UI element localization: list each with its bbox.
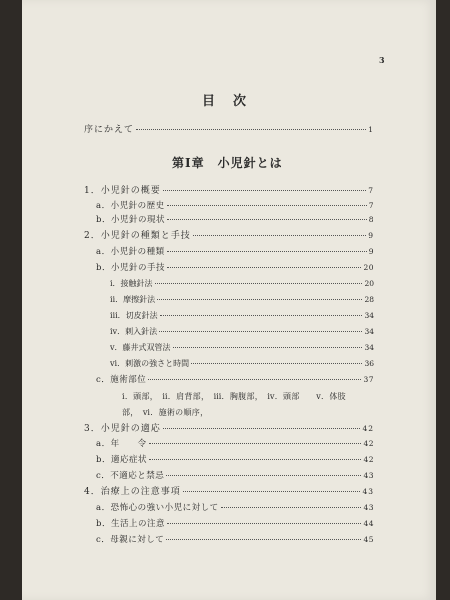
toc-entry-label: b．適応症状 [96, 455, 147, 465]
book-page [22, 0, 436, 600]
toc-entry [96, 470, 374, 482]
toc-entry-page: 34 [364, 311, 374, 320]
toc-entry [84, 486, 374, 498]
toc-entry-page: 43 [362, 487, 374, 496]
toc-entry-page: 7 [368, 201, 374, 210]
toc-entry-page: 9 [368, 231, 374, 240]
leader-dots [149, 443, 362, 444]
toc-entry-page: 28 [364, 295, 374, 304]
toc-entry-page: 43 [363, 471, 374, 480]
toc-entry [84, 185, 374, 197]
toc-entry-page: 42 [363, 455, 374, 464]
leader-dots [221, 507, 362, 508]
toc-entry-page: 8 [368, 215, 374, 224]
toc-entry-page: 45 [363, 535, 374, 544]
toc-entry-page: 34 [364, 343, 374, 352]
toc-entry-page: 44 [363, 519, 374, 528]
leader-dots [157, 299, 362, 300]
toc-title: 目次 [202, 94, 265, 109]
toc-entry-page: 37 [363, 375, 374, 384]
toc-entry [96, 214, 374, 226]
toc-entry-label: 2．小児針の種類と手技 [84, 231, 191, 241]
toc-entry [84, 230, 374, 242]
leader-dots [163, 428, 361, 429]
leader-dots [167, 267, 362, 268]
toc-entry-label: a．小児針の歴史 [96, 201, 165, 211]
toc-entry [96, 262, 374, 274]
toc-entry [110, 326, 374, 337]
toc-entry-page: 1 [368, 125, 374, 134]
toc-entry [110, 294, 374, 305]
leader-dots [167, 523, 362, 524]
toc-entry-label: ⅰ．接触針法 [110, 279, 153, 288]
toc-entry-label: a．年 令 [96, 439, 147, 449]
toc-entry [110, 278, 374, 289]
toc-entry [96, 534, 374, 546]
toc-entry-page: 9 [368, 247, 374, 256]
toc-entry-page: 42 [362, 424, 374, 433]
leader-dots [173, 347, 363, 348]
toc-entry-label: 序にかえて [84, 125, 135, 135]
toc-entry-page: 20 [364, 279, 374, 288]
toc-entry [110, 358, 374, 369]
toc-entry-page: 43 [363, 503, 374, 512]
toc-entry-label: b．小児針の現状 [96, 215, 165, 225]
toc-entry-preface [84, 124, 374, 136]
chapter-title: 第Ⅰ章 小児針とは [172, 156, 283, 170]
toc-entry-label: ⅳ．刺入針法 [110, 327, 158, 336]
toc-entry-page: 20 [363, 263, 374, 272]
leader-dots [160, 315, 363, 316]
leader-dots [167, 251, 367, 252]
leader-dots [159, 331, 362, 332]
toc-entry-label: 1．小児針の概要 [84, 186, 161, 196]
leader-dots [193, 235, 366, 236]
toc-entry [110, 310, 374, 321]
toc-entry [84, 423, 374, 435]
toc-entry-label: 4．治療上の注意事項 [84, 487, 181, 497]
toc-entry [96, 438, 374, 450]
page-number: 3 [379, 55, 385, 65]
toc-entry [96, 502, 374, 514]
toc-entry-label: ⅱ．摩擦針法 [110, 295, 156, 304]
toc-entry [96, 374, 374, 386]
toc-entry-label: ⅵ．刺激の強さと時間 [110, 359, 190, 368]
toc-entry-label: 3．小児針の適応 [84, 424, 161, 434]
toc-entry-page: 34 [364, 327, 374, 336]
toc-entry-label: a．小児針の種類 [96, 247, 165, 257]
leader-dots [167, 205, 367, 206]
toc-entry-page: 36 [364, 359, 374, 368]
leader-dots [136, 129, 366, 130]
toc-entry-label: ⅴ．藤井式双管法 [110, 343, 171, 352]
toc-entry [96, 454, 374, 466]
leader-dots [167, 219, 367, 220]
toc-entry [96, 200, 374, 212]
toc-entry-label: b．小児針の手技 [96, 263, 165, 273]
leader-dots [183, 491, 361, 492]
leader-dots [155, 283, 363, 284]
toc-entry-page: 42 [363, 439, 374, 448]
leader-dots [166, 475, 361, 476]
treatment-sites-line-1: ⅰ．頭部， ⅱ．肩背部， ⅲ．胸腹部， ⅳ．頭部 ⅴ．体肢 [122, 392, 346, 401]
leader-dots [149, 459, 362, 460]
toc-entry-page: 7 [368, 186, 374, 195]
toc-entry-label: ⅲ．切皮針法 [110, 311, 158, 320]
toc-entry [110, 342, 374, 353]
leader-dots [191, 363, 362, 364]
toc-entry [96, 518, 374, 530]
toc-entry-label: b．生活上の注意 [96, 519, 165, 529]
treatment-sites-line-2: 部， ⅵ．施術の順序， [122, 408, 209, 417]
toc-entry [96, 246, 374, 258]
toc-entry-label: c．不適応と禁忌 [96, 471, 165, 481]
toc-entry-label: c．母親に対して [96, 535, 165, 545]
toc-entry-label: c．施術部位 [96, 375, 147, 385]
leader-dots [163, 190, 366, 191]
toc-entry-label: a．恐怖心の強い小児に対して [96, 503, 219, 513]
leader-dots [166, 539, 361, 540]
leader-dots [148, 379, 361, 380]
